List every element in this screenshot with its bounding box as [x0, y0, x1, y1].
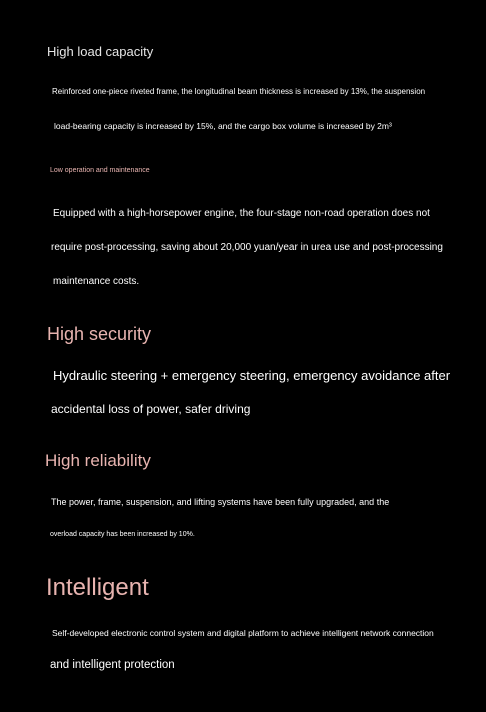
body-line: Hydraulic steering + emergency steering, emergency avoidance after	[53, 368, 451, 383]
body-line: Reinforced one-piece riveted frame, the longitudinal beam thickness is increased by 13%, the suspension	[52, 87, 426, 96]
body-line: and intelligent protection	[50, 659, 175, 671]
body-line: load-bearing capacity is increased by 15%, and the cargo box volume is increased by 2m³	[54, 121, 392, 131]
body-line: Equipped with a high-horsepower engine, the four-stage non-road operation does not	[53, 208, 430, 219]
heading-high-load-capacity: High load capacity	[47, 44, 154, 59]
body-line: require post-processing, saving about 20,000 yuan/year in urea use and post-processing	[51, 242, 443, 253]
body-line: overload capacity has been increased by 10%.	[50, 531, 195, 538]
heading-intelligent: Intelligent	[46, 574, 149, 601]
heading-high-reliability: High reliability	[45, 451, 151, 470]
heading-high-security: High security	[47, 324, 152, 344]
body-line: maintenance costs.	[53, 276, 140, 287]
body-line: Self-developed electronic control system and digital platform to achieve intelligent network connection	[52, 628, 434, 638]
body-line: accidental loss of power, safer driving	[51, 402, 251, 416]
heading-low-operation-maintenance: Low operation and maintenance	[50, 167, 150, 174]
body-line: The power, frame, suspension, and lifting systems have been fully upgraded, and the	[51, 497, 390, 507]
